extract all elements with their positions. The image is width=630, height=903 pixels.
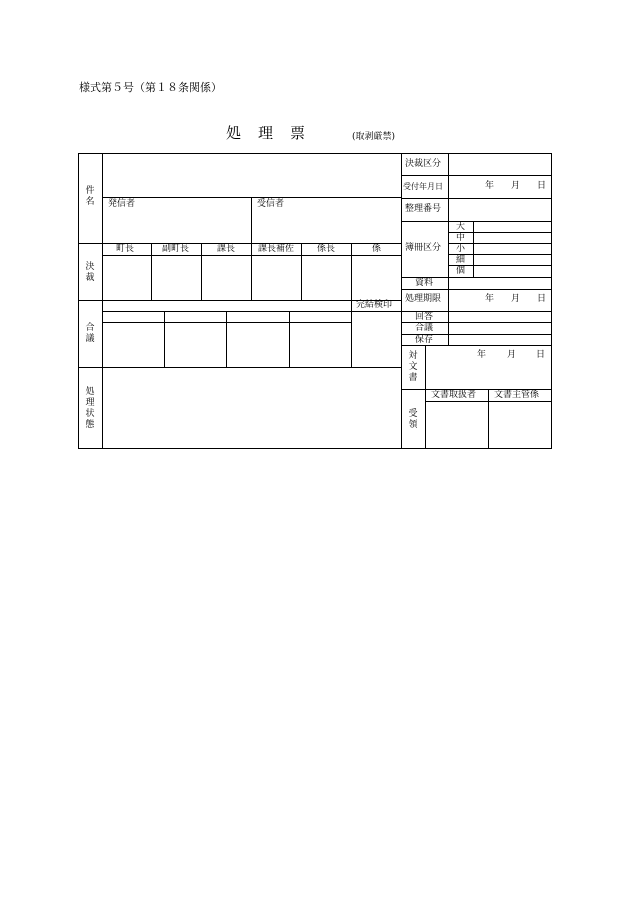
form-rule-vertical xyxy=(78,153,79,449)
form-rule-vertical xyxy=(488,389,489,449)
reply-label: 回答 xyxy=(415,312,434,322)
counter-doc-label: 対 文 書 xyxy=(408,351,418,383)
retention-period-label: 処理期限 xyxy=(405,294,442,304)
preserve-label: 保存 xyxy=(415,335,434,345)
approver-unit-chief: 係長 xyxy=(317,244,336,254)
form-rule-vertical xyxy=(151,243,152,301)
status-label: 処 理 状 態 xyxy=(85,387,95,430)
retention-day: 日 xyxy=(537,294,547,304)
consult-right-label: 合議 xyxy=(415,323,434,333)
form-rule-vertical xyxy=(448,153,449,346)
form-rule-horizontal xyxy=(78,448,552,449)
form-rule-vertical xyxy=(164,311,165,368)
receipt-label: 受 領 xyxy=(408,409,418,430)
received-day: 日 xyxy=(537,181,547,191)
page-title: 処 理 票 xyxy=(226,124,307,142)
materials-label: 資料 xyxy=(415,278,434,288)
form-rule-horizontal xyxy=(102,255,402,256)
ledger-category-label: 簿冊区分 xyxy=(405,243,442,253)
retention-month: 月 xyxy=(511,294,521,304)
handling-note: (取剥厳禁) xyxy=(352,132,396,142)
ledger-size-fine: 細 xyxy=(456,255,466,265)
counter-doc-day: 日 xyxy=(536,350,546,360)
form-rule-horizontal xyxy=(102,311,402,312)
approver-assistant-chief: 課長補佐 xyxy=(258,244,295,254)
reg-number-label: 整理番号 xyxy=(405,204,442,214)
sender-label: 発信者 xyxy=(108,199,136,209)
ledger-size-small: 小 xyxy=(456,244,466,254)
approver-town-mayor: 町長 xyxy=(116,244,135,254)
form-rule-vertical xyxy=(425,345,426,449)
form-rule-horizontal xyxy=(78,367,402,368)
form-rule-vertical xyxy=(289,311,290,368)
form-rule-vertical xyxy=(251,243,252,301)
form-rule-vertical xyxy=(301,243,302,301)
form-rule-horizontal xyxy=(78,153,552,154)
ledger-size-medium: 中 xyxy=(456,233,466,243)
retention-year: 年 xyxy=(485,294,495,304)
form-rule-vertical xyxy=(473,221,474,277)
approver-staff: 係 xyxy=(372,244,382,254)
received-month: 月 xyxy=(511,181,521,191)
form-rule-horizontal xyxy=(401,175,552,176)
ledger-size-large: 大 xyxy=(456,222,466,232)
form-rule-vertical xyxy=(226,311,227,368)
decision-category-label: 決裁区分 xyxy=(405,159,442,169)
form-rule-vertical xyxy=(251,197,252,244)
received-date-label: 受付年月日 xyxy=(403,182,443,191)
form-rule-vertical xyxy=(351,243,352,301)
received-year: 年 xyxy=(485,181,495,191)
form-rule-horizontal xyxy=(102,322,352,323)
receiver-label: 受信者 xyxy=(257,199,285,209)
consult-label: 合 議 xyxy=(85,323,95,344)
final-seal-label: 完結検印 xyxy=(356,300,393,310)
approver-deputy-mayor: 副町長 xyxy=(162,244,190,254)
doc-handler-label: 文書取扱者 xyxy=(431,390,477,400)
form-rule-vertical xyxy=(201,243,202,301)
counter-doc-year: 年 xyxy=(477,350,487,360)
form-rule-horizontal xyxy=(78,300,402,301)
ledger-size-individual: 個 xyxy=(456,266,466,276)
form-rule-horizontal xyxy=(401,345,552,346)
counter-doc-month: 月 xyxy=(507,350,517,360)
form-rule-horizontal xyxy=(401,221,552,222)
subject-label: 件 名 xyxy=(85,186,95,207)
form-rule-horizontal xyxy=(401,289,552,290)
form-rule-vertical xyxy=(351,300,352,368)
approver-section-chief: 課長 xyxy=(217,244,236,254)
form-rule-horizontal xyxy=(102,197,402,198)
decision-label: 決 裁 xyxy=(85,262,95,283)
form-reference: 様式第５号（第１８条関係） xyxy=(79,81,222,94)
doc-manager-label: 文書主管係 xyxy=(494,390,540,400)
form-rule-horizontal xyxy=(401,198,552,199)
